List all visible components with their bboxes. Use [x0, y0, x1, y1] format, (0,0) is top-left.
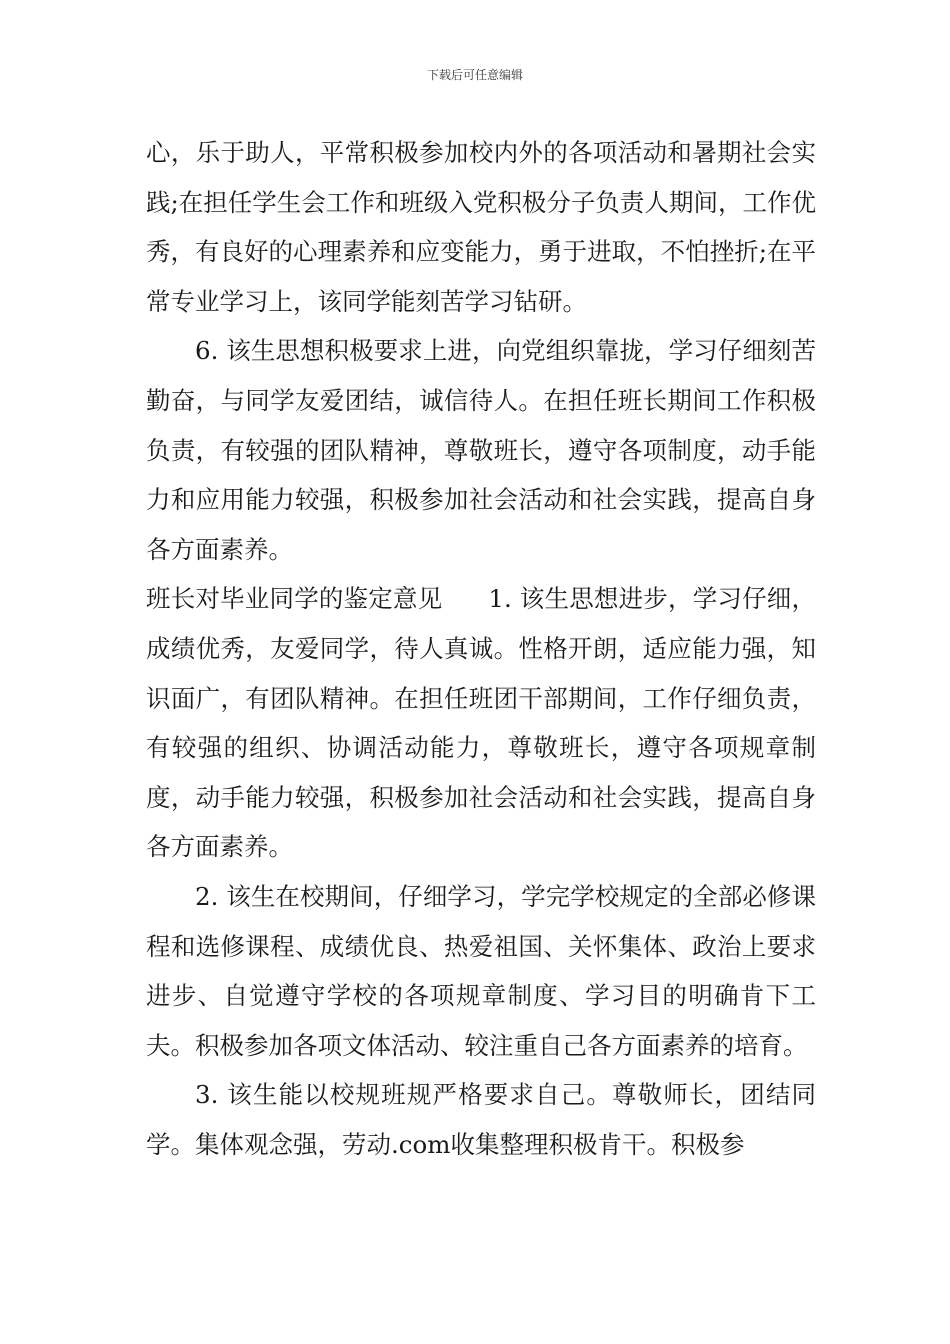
paragraph-item-2: 2. 该生在校期间，仔细学习，学完学校规定的全部必修课程和选修课程、成绩优良、热爱祖国、关怀集体、政治上要求进步、自觉遵守学校的各项规章制度、学习目的明确肯下工夫。积极参加各项文体活动、较注重自己各方面素养的培育。: [146, 881, 816, 1060]
page-header: 下载后可任意编辑: [426, 68, 523, 82]
document-body: [146, 128, 816, 1169]
paragraph-item-6: 6. 该生思想积极要求上进，向党组织靠拢，学习仔细刻苦勤奋，与同学友爱团结，诚信待人。在担任班长期间工作积极负责，有较强的团队精神，尊敬班长，遵守各项制度，动手能力和应用能力较强，积极参加社会活动和社会实践，提高自身各方面素养。: [146, 336, 816, 564]
paragraph-item-3: 3. 该生能以校规班规严格要求自己。尊敬师长，团结同学。集体观念强，劳动.com收集整理积极肯干。积极参: [146, 1080, 816, 1159]
paragraph-continued: 心，乐于助人，平常积极参加校内外的各项活动和暑期社会实践;在担任学生会工作和班级入党积极分子负责人期间，工作优秀，有良好的心理素养和应变能力，勇于进取，不怕挫折;在平常专业学习上，该同学能刻苦学习钻研。: [146, 138, 816, 316]
paragraph-item-1: 1. 该生思想进步，学习仔细，成绩优秀，友爱同学，待人真诚。性格开朗，适应能力强，知识面广，有团队精神。在担任班团干部期间，工作仔细负责，有较强的组织、协调活动能力，尊敬班长，遵守各项规章制度，动手能力较强，积极参加社会活动和社会实践，提高自身各方面素养。: [146, 584, 816, 862]
section-paragraph: [146, 574, 816, 872]
section-title: 班长对毕业同学的鉴定意见: [146, 584, 443, 614]
